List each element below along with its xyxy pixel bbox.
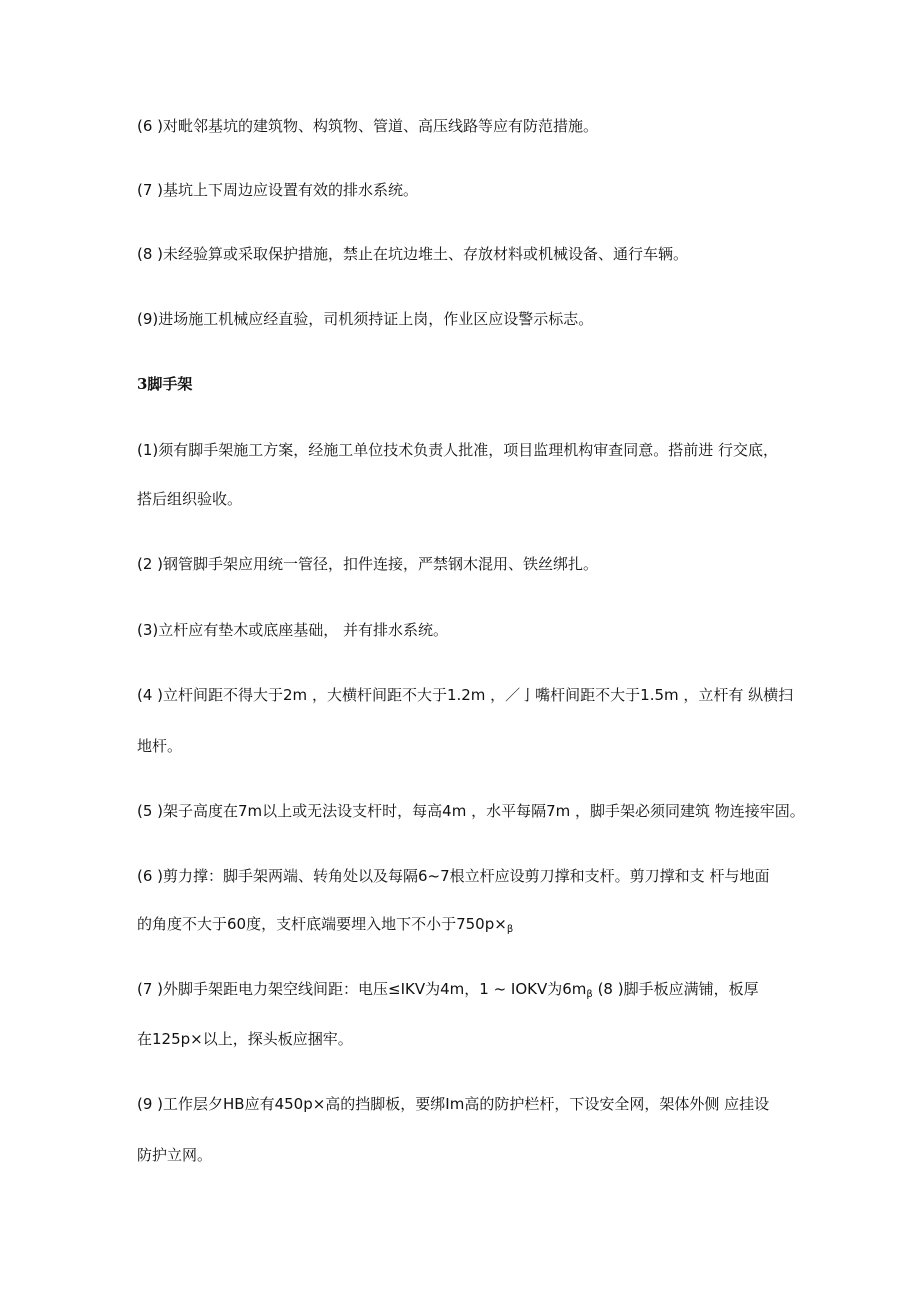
scaffold-item-8-text: (8 )脚手板应满铺，板厚 — [597, 980, 759, 998]
item-9-machinery: (9)进场施工机械应经直验，司机须持证上岗，作业区应设警示标志。 — [137, 310, 594, 328]
scaffold-item-8-line-2: 在125p×以上，探头板应捆牢。 — [137, 1030, 353, 1048]
scaffold-item-6-line-1: (6 )剪力撑：脚手架两端、转角处以及每隔6~7根立杆应设剪刀撑和支杆。剪刀撑和支 杆与地面 — [137, 867, 770, 885]
scaffold-item-1-line-1: (1)须有脚手架施工方案，经施工单位技术负责人批准，项目监理机构审查同意。搭前进 行交底， — [137, 441, 779, 459]
scaffold-item-6-line-2-text: 的角度不大于60度，支杆底端要埋入地下不小于750p× — [137, 915, 507, 933]
scaffold-item-9-line-2: 防护立网。 — [137, 1146, 213, 1164]
scaffold-item-5: (5 )架子高度在7m以上或无法设支杆时，每高4m ，水平每隔7m ，脚手架必须同建筑 物连接牢固。 — [137, 802, 805, 820]
subscript-beta: β — [506, 924, 514, 935]
scaffold-item-9-line-1: (9 )工作层夕HB应有450p×高的挡脚板，要绑Im高的防护栏杆，下设安全网，架体外侧 应挂设 — [137, 1095, 770, 1113]
scaffold-item-4-line-2: 地杆。 — [137, 737, 183, 755]
item-7-drainage: (7 )基坑上下周边应设置有效的排水系统。 — [137, 181, 419, 199]
item-6-adjacent-protection: (6 )对毗邻基坑的建筑物、构筑物、管道、高压线路等应有防范措施。 — [137, 117, 599, 135]
subscript-beta: β — [586, 989, 593, 1000]
scaffold-item-1-line-2: 搭后组织验收。 — [137, 490, 243, 508]
scaffold-item-6-line-2 — [137, 915, 513, 939]
scaffold-item-4-line-1: (4 )立杆间距不得大于2m ，大横杆间距不大于1.2m ，／亅嘴杆间距不大于1.5m ，立杆有 纵横扫 — [137, 686, 794, 704]
scaffold-item-2: (2 )钢管脚手架应用统一管径，扣件连接，严禁钢木混用、铁丝绑扎。 — [137, 555, 599, 573]
scaffold-item-7-8-line-1 — [137, 980, 759, 1004]
section-heading-scaffold: 3脚手架 — [137, 375, 193, 393]
scaffold-item-7-text: (7 )外脚手架距电力架空线间距：电压≤IKV为4m，1 ~ IOKV为6m — [137, 980, 587, 998]
item-8-edge-loading: (8 )未经验算或采取保护措施，禁止在坑边堆土、存放材料或机械设备、通行车辆。 — [137, 245, 689, 263]
scaffold-item-3: (3)立杆应有垫木或底座基础， 并有排水系统。 — [137, 621, 449, 639]
